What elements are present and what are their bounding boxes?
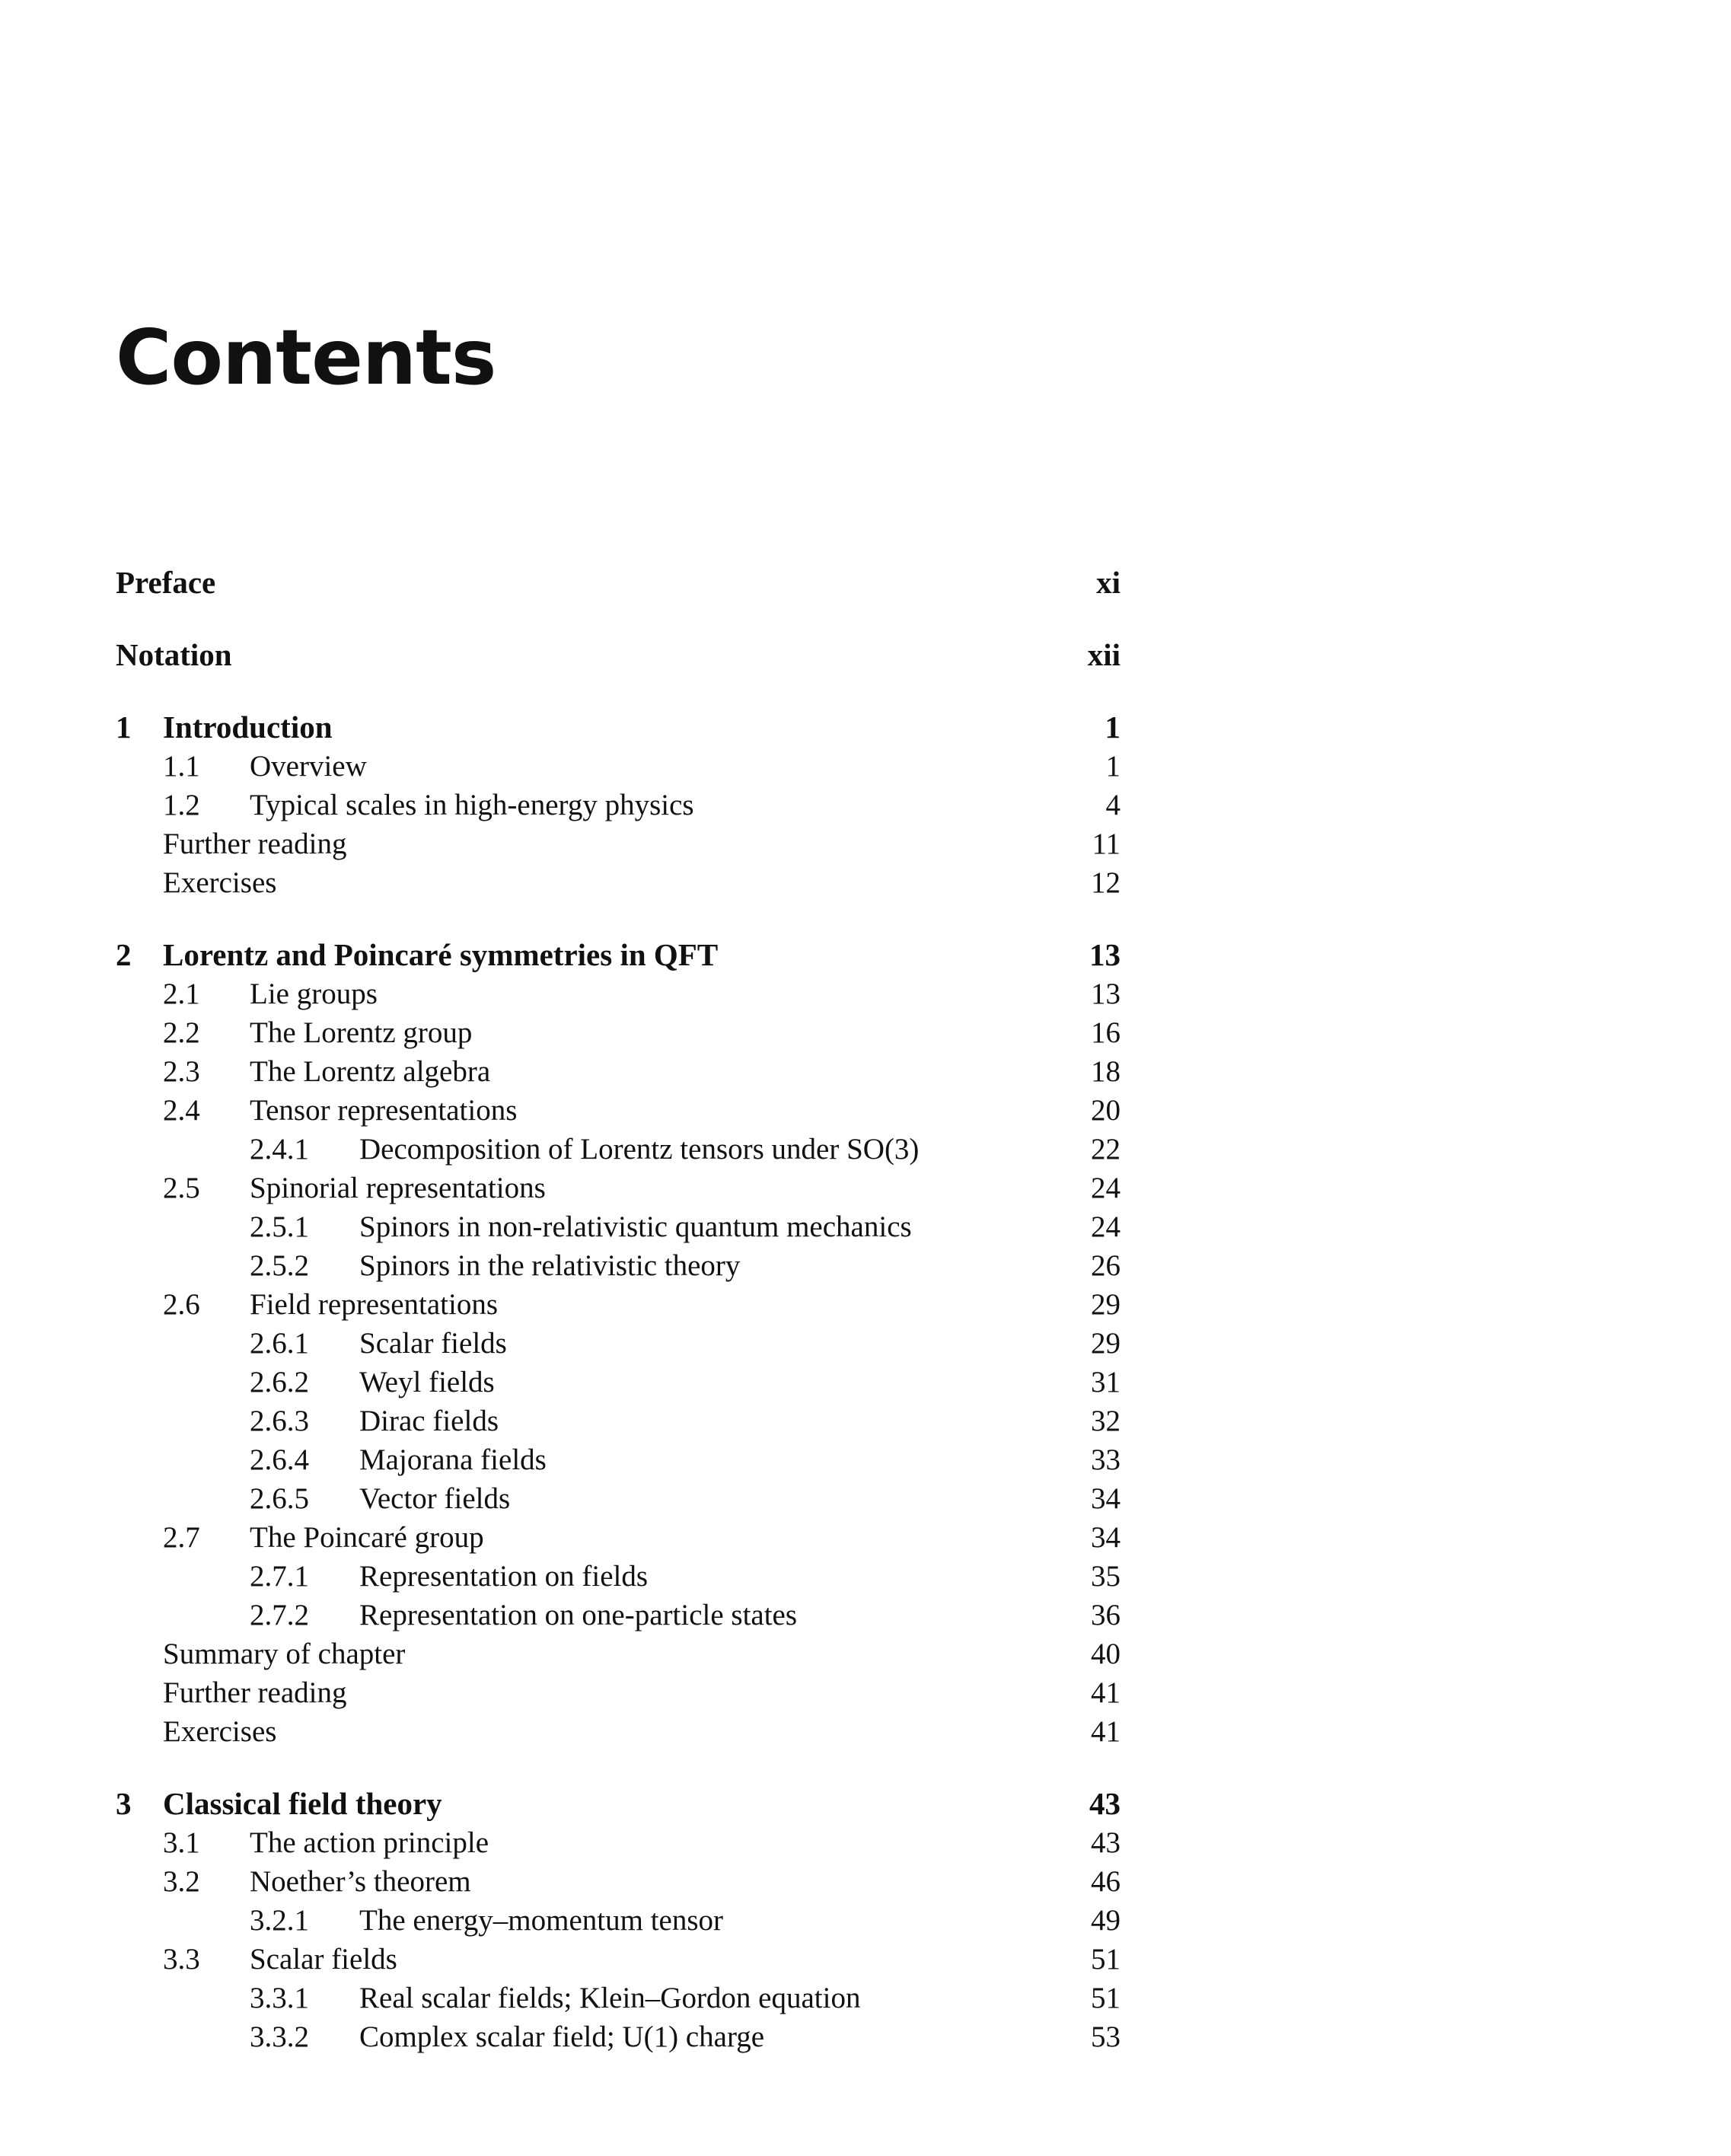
- entry-number: 2.4.1: [250, 1133, 309, 1166]
- entry-page-number: 29: [1091, 1327, 1121, 1360]
- entry-page-number: 41: [1091, 1715, 1121, 1748]
- entry-number: 2.4: [163, 1094, 200, 1127]
- entry-title: The energy–momentum tensor: [359, 1904, 723, 1937]
- entry-page-number: 12: [1091, 866, 1121, 899]
- entry-page-number: 24: [1091, 1172, 1121, 1204]
- entry-title: Scalar fields: [250, 1943, 397, 1976]
- entry-page-number: 34: [1091, 1521, 1121, 1554]
- entry-title: Vector fields: [359, 1482, 511, 1515]
- toc-chapter-extra-entry[interactable]: [116, 1673, 1121, 1712]
- entry-title: Spinors in the relativistic theory: [359, 1249, 741, 1282]
- entry-title: The Lorentz group: [250, 1016, 473, 1049]
- entry-title: Representation on fields: [359, 1560, 649, 1593]
- entry-page-number: 26: [1091, 1249, 1121, 1282]
- toc-subsection-entry[interactable]: [116, 1440, 1121, 1479]
- toc-section-entry[interactable]: [116, 1013, 1121, 1052]
- table-of-contents: [116, 563, 1121, 2056]
- entry-number: 3.3: [163, 1943, 200, 1976]
- toc-chapter-extra-entry[interactable]: [116, 1635, 1121, 1673]
- entry-title: Tensor representations: [250, 1094, 518, 1127]
- entry-number: 2.6: [163, 1288, 200, 1321]
- entry-title: Majorana fields: [359, 1443, 547, 1476]
- toc-chapter-extra-entry[interactable]: [116, 824, 1121, 863]
- entry-number: 2.7: [163, 1521, 200, 1554]
- entry-number: 1: [116, 710, 132, 745]
- entry-title: The action principle: [250, 1826, 489, 1859]
- toc-subsection-entry[interactable]: [116, 1557, 1121, 1596]
- entry-page-number: 22: [1091, 1133, 1121, 1166]
- toc-section-entry[interactable]: [116, 1862, 1121, 1901]
- entry-number: 3: [116, 1786, 132, 1821]
- toc-subsection-entry[interactable]: [116, 1363, 1121, 1402]
- entry-number: 1.1: [163, 750, 200, 783]
- toc-front-matter-entry[interactable]: [116, 636, 1121, 708]
- toc-subsection-entry[interactable]: [116, 2017, 1121, 2056]
- entry-page-number: 33: [1091, 1443, 1121, 1476]
- entry-number: 2.6.1: [250, 1327, 309, 1360]
- entry-page-number: 35: [1091, 1560, 1121, 1593]
- entry-page-number: 20: [1091, 1094, 1121, 1127]
- entry-title: Typical scales in high-energy physics: [250, 789, 694, 821]
- entry-page-number: 32: [1091, 1405, 1121, 1437]
- entry-title: Preface: [116, 565, 216, 600]
- entry-number: 2.7.2: [250, 1599, 309, 1631]
- entry-page-number: 11: [1092, 828, 1121, 860]
- entry-number: 2.5: [163, 1172, 200, 1204]
- entry-title: Weyl fields: [359, 1366, 495, 1399]
- entry-number: 2.6.2: [250, 1366, 309, 1399]
- entry-title: Scalar fields: [359, 1327, 507, 1360]
- toc-chapter-extra-entry[interactable]: [116, 863, 1121, 902]
- entry-number: 2.5.1: [250, 1210, 309, 1243]
- entry-page-number: 1: [1105, 750, 1121, 783]
- entry-number: 3.2.1: [250, 1904, 309, 1937]
- entry-page-number: 34: [1091, 1482, 1121, 1515]
- toc-section-entry[interactable]: [116, 1940, 1121, 1979]
- entry-page-number: 13: [1089, 937, 1121, 972]
- toc-section-entry[interactable]: [116, 974, 1121, 1013]
- entry-page-number: 41: [1091, 1676, 1121, 1709]
- toc-section-entry[interactable]: [116, 747, 1121, 786]
- toc-section-entry[interactable]: [116, 1169, 1121, 1207]
- entry-title: Decomposition of Lorentz tensors under SO(3): [359, 1133, 920, 1166]
- entry-title: Introduction: [163, 710, 333, 745]
- entry-title: Lie groups: [250, 978, 378, 1010]
- entry-title: Exercises: [163, 866, 277, 899]
- entry-title: Overview: [250, 750, 367, 783]
- entry-page-number: 13: [1091, 978, 1121, 1010]
- entry-number: 2.6.4: [250, 1443, 309, 1476]
- entry-number: 2.5.2: [250, 1249, 309, 1282]
- entry-number: 2: [116, 937, 132, 972]
- entry-number: 2.1: [163, 978, 200, 1010]
- entry-title: Lorentz and Poincaré symmetries in QFT: [163, 937, 719, 972]
- entry-title: Further reading: [163, 828, 347, 860]
- entry-title: Classical field theory: [163, 1786, 442, 1821]
- entry-page-number: 18: [1091, 1055, 1121, 1088]
- entry-page-number: 43: [1091, 1826, 1121, 1859]
- entry-title: Dirac fields: [359, 1405, 499, 1437]
- toc-chapter-extra-entry[interactable]: [116, 1712, 1121, 1751]
- entry-page-number: 49: [1091, 1904, 1121, 1937]
- entry-title: Spinors in non-relativistic quantum mechanics: [359, 1210, 912, 1243]
- entry-page-number: 31: [1091, 1366, 1121, 1399]
- toc-section-entry[interactable]: [116, 1052, 1121, 1091]
- entry-number: 1.2: [163, 789, 200, 821]
- entry-page-number: 4: [1105, 789, 1121, 821]
- toc-subsection-entry[interactable]: [116, 1979, 1121, 2017]
- toc-subsection-entry[interactable]: [116, 1402, 1121, 1440]
- toc-section-entry[interactable]: [116, 1285, 1121, 1324]
- page-title: Contents: [116, 313, 496, 402]
- entry-title: Noether’s theorem: [250, 1865, 471, 1898]
- entry-number: 2.6.5: [250, 1482, 309, 1515]
- entry-page-number: 16: [1091, 1016, 1121, 1049]
- entry-title: Field representations: [250, 1288, 498, 1321]
- entry-number: 2.2: [163, 1016, 200, 1049]
- toc-subsection-entry[interactable]: [116, 1479, 1121, 1518]
- entry-number: 2.3: [163, 1055, 200, 1088]
- toc-subsection-entry[interactable]: [116, 1324, 1121, 1363]
- entry-title: Notation: [116, 637, 232, 672]
- toc-section-entry[interactable]: [116, 786, 1121, 824]
- toc-subsection-entry[interactable]: [116, 1596, 1121, 1635]
- entry-page-number: 24: [1091, 1210, 1121, 1243]
- entry-title: Exercises: [163, 1715, 277, 1748]
- toc-subsection-entry[interactable]: [116, 1130, 1121, 1169]
- toc-chapter-entry[interactable]: [116, 708, 1121, 747]
- toc-section-entry[interactable]: [116, 1518, 1121, 1557]
- entry-page-number: 51: [1091, 1982, 1121, 2014]
- entry-page-number: 53: [1091, 2020, 1121, 2053]
- entry-title: The Lorentz algebra: [250, 1055, 491, 1088]
- entry-number: 3.3.2: [250, 2020, 309, 2053]
- entry-title: Complex scalar field; U(1) charge: [359, 2020, 765, 2053]
- toc-subsection-entry[interactable]: [116, 1901, 1121, 1940]
- toc-subsection-entry[interactable]: [116, 1246, 1121, 1285]
- entry-title: Spinorial representations: [250, 1172, 546, 1204]
- entry-page-number: xii: [1087, 637, 1121, 672]
- entry-title: Summary of chapter: [163, 1638, 406, 1670]
- entry-title: Further reading: [163, 1676, 347, 1709]
- toc-section-entry[interactable]: [116, 1091, 1121, 1130]
- entry-title: Representation on one-particle states: [359, 1599, 798, 1631]
- entry-page-number: xi: [1096, 565, 1121, 600]
- entry-page-number: 29: [1091, 1288, 1121, 1321]
- toc-section-entry[interactable]: [116, 1823, 1121, 1862]
- entry-number: 2.6.3: [250, 1405, 309, 1437]
- toc-subsection-entry[interactable]: [116, 1207, 1121, 1246]
- entry-page-number: 46: [1091, 1865, 1121, 1898]
- entry-number: 3.2: [163, 1865, 200, 1898]
- toc-chapter-entry[interactable]: [116, 936, 1121, 974]
- entry-page-number: 51: [1091, 1943, 1121, 1976]
- entry-title: Real scalar fields; Klein–Gordon equation: [359, 1982, 861, 2014]
- entry-number: 2.7.1: [250, 1560, 309, 1593]
- entry-page-number: 36: [1091, 1599, 1121, 1631]
- entry-page-number: 40: [1091, 1638, 1121, 1670]
- toc-chapter-entry[interactable]: [116, 1784, 1121, 1823]
- entry-page-number: 1: [1105, 710, 1121, 745]
- entry-page-number: 43: [1089, 1786, 1121, 1821]
- entry-title: The Poincaré group: [250, 1521, 484, 1554]
- entry-number: 3.1: [163, 1826, 200, 1859]
- entry-number: 3.3.1: [250, 1982, 309, 2014]
- toc-front-matter-entry[interactable]: [116, 563, 1121, 636]
